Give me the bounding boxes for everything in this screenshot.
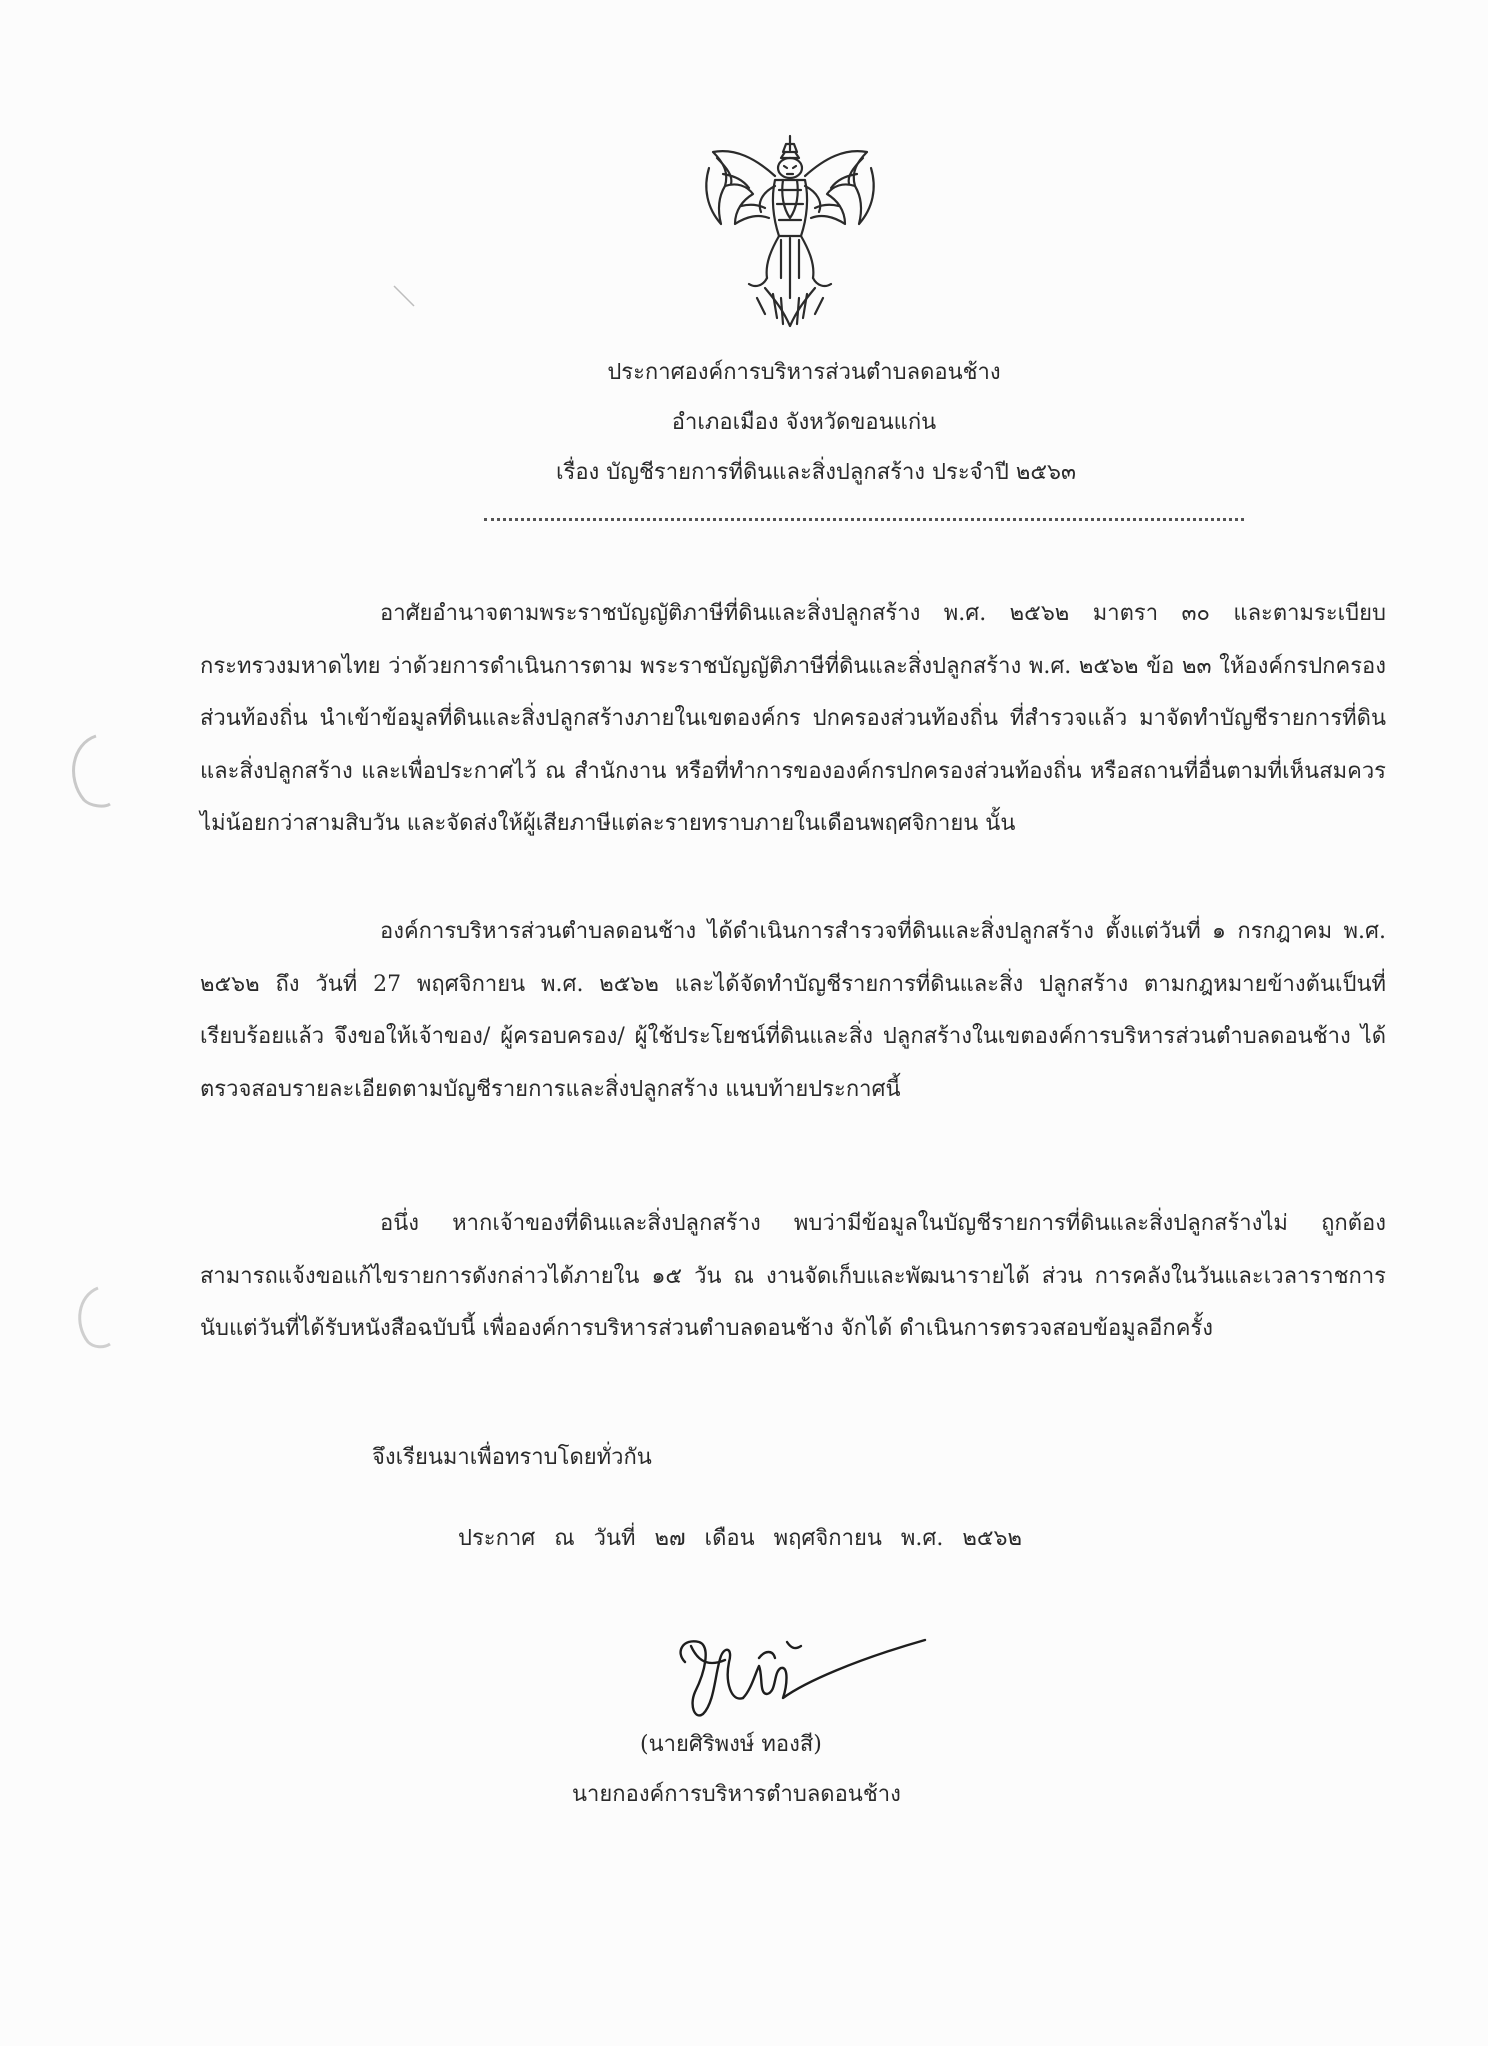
garuda-emblem-icon xyxy=(695,128,885,338)
district-province: อำเภอเมือง จังหวัดขอนแก่น xyxy=(671,410,937,435)
closing-line: จึงเรียนมาเพื่อทราบโดยทั่วกัน xyxy=(372,1445,652,1470)
subject-line: เรื่อง บัญชีรายการที่ดินและสิ่งปลูกสร้าง ประจำปี ๒๕๖๓ xyxy=(555,460,1076,485)
scan-smudge xyxy=(64,1282,114,1352)
signer-name: (นายศิริพงษ์ ทองสี) xyxy=(640,1732,822,1757)
body-paragraph-2: องค์การบริหารส่วนตำบลดอนช้าง ได้ดำเนินการสำรวจที่ดินและสิ่งปลูกสร้าง ตั้งแต่วันที่ ๑ กรกฎาคม พ.ศ. ๒๕๖๒ ถึง วันที่ 27 พฤศจิกายน พ.ศ. ๒๕๖๒ และได้จัดทำบัญชีรายการที่ดินและสิ่ง ปลูกสร้าง ตามกฎหมายข้างต้นเป็นที่เรียบร้อยแล้ว จึงขอให้เจ้าของ/ ผู้ครอบครอง/ ผู้ใช้ประโยชน์ที่ดินและสิ่ง ปลูกสร้างในเขตองค์การบริหารส่วนตำบลดอนช้าง ได้ตรวจสอบรายละเอียดตามบัญชีรายการและสิ่งปลูกสร้าง แนบท้ายประกาศนี้ xyxy=(200,919,1386,1102)
announcement-date: ประกาศ ณ วันที่ ๒๗ เดือน พฤศจิกายน พ.ศ. ๒๕๖๒ xyxy=(458,1526,1022,1551)
dotted-divider xyxy=(484,518,1244,521)
body-paragraph-3: อนึ่ง หากเจ้าของที่ดินและสิ่งปลูกสร้าง พบว่ามีข้อมูลในบัญชีรายการที่ดินและสิ่งปลูกสร้างไม่ ถูกต้อง สามารถแจ้งขอแก้ไขรายการดังกล่าวได้ภายใน ๑๕ วัน ณ งานจัดเก็บและพัฒนารายได้ ส่วน การคลังในวันและเวลาราชการ นับแต่วันที่ได้รับหนังสือฉบับนี้ เพื่อองค์การบริหารส่วนตำบลดอนช้าง จักได้ ดำเนินการตรวจสอบข้อมูลอีกครั้ง xyxy=(200,1211,1386,1341)
announcement-title: ประกาศองค์การบริหารส่วนตำบลดอนช้าง xyxy=(607,360,1001,385)
signer-title: นายกองค์การบริหารตำบลดอนช้าง xyxy=(572,1782,901,1807)
scan-mark xyxy=(390,282,420,312)
body-paragraph-1: อาศัยอำนาจตามพระราชบัญญัติภาษีที่ดินและสิ่งปลูกสร้าง พ.ศ. ๒๕๖๒ มาตรา ๓๐ และตามระเบียบกระทรวงมหาดไทย ว่าด้วยการดำเนินการตาม พระราชบัญญัติภาษีที่ดินและสิ่งปลูกสร้าง พ.ศ. ๒๕๖๒ ข้อ ๒๓ ให้องค์กรปกครองส่วนท้องถิ่น นำเข้าข้อมูลที่ดินและสิ่งปลูกสร้างภายในเขตองค์กร ปกครองส่วนท้องถิ่น ที่สำรวจแล้ว มาจัดทำบัญชีรายการที่ดินและสิ่งปลูกสร้าง และเพื่อประกาศไว้ ณ สำนักงาน หรือที่ทำการขององค์กรปกครองส่วนท้องถิ่น หรือสถานที่อื่นตามที่เห็นสมควร ไม่น้อยกว่าสามสิบวัน และจัดส่งให้ผู้เสียภาษีแต่ละรายทราบภายในเดือนพฤศจิกายน นั้น xyxy=(200,601,1386,836)
scan-smudge xyxy=(56,730,116,810)
